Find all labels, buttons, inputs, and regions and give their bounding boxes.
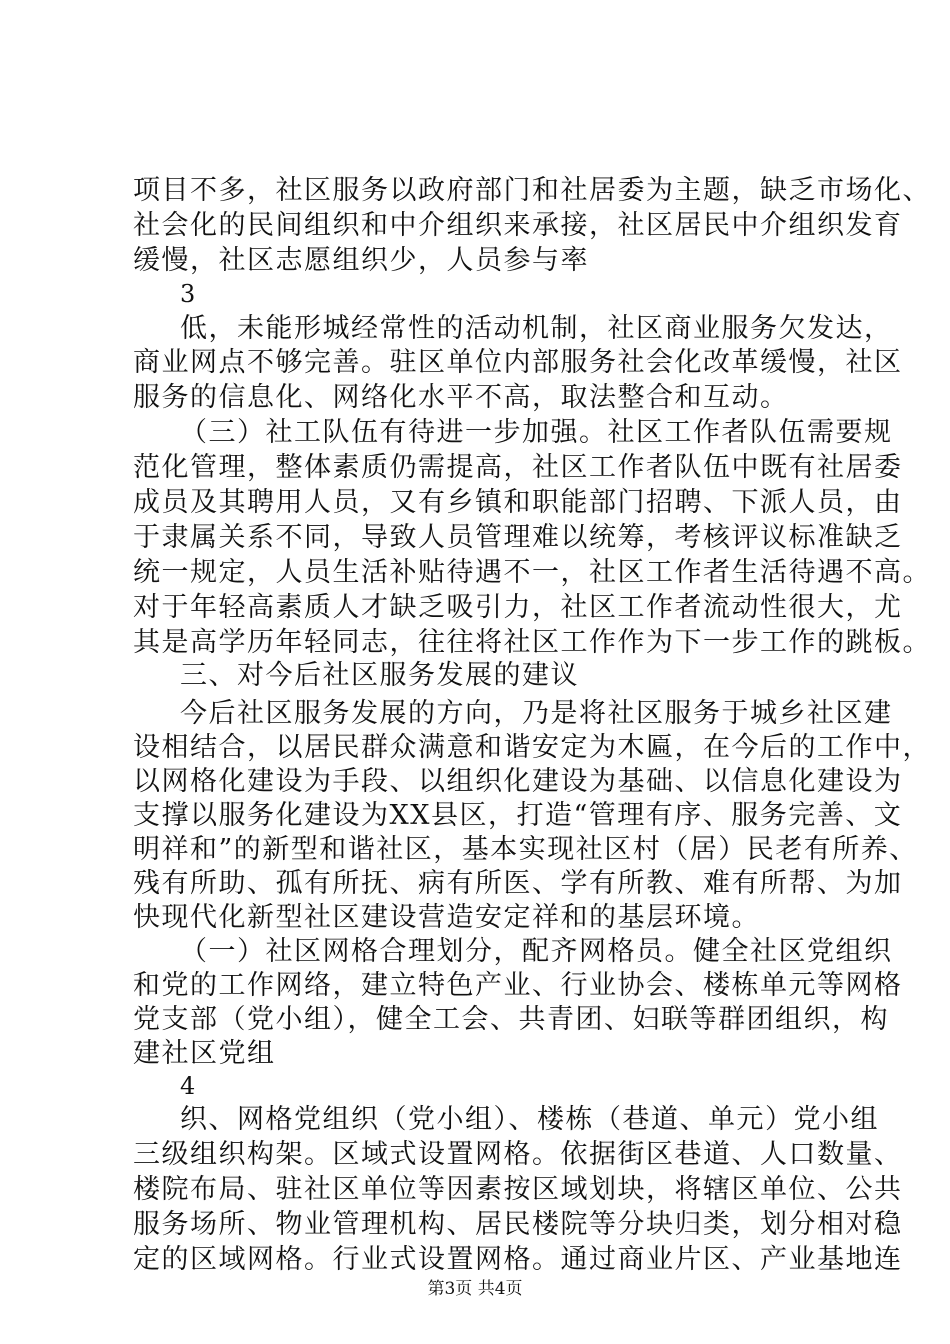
section-heading: 三、对今后社区服务发展的建议: [180, 660, 579, 691]
body-line: 快现代化新型社区建设营造安定祥和的基层环境。: [133, 902, 760, 933]
body-line: 以网格化建设为手段、以组织化建设为基础、以信息化建设为: [133, 766, 903, 797]
body-line: 楼院布局、驻社区单位等因素按区域划块，将辖区单位、公共: [133, 1174, 903, 1205]
page-marker: 4: [180, 1072, 196, 1100]
body-line: 低，未能形城经常性的活动机制，社区商业服务欠发达，: [180, 313, 893, 344]
body-line: 党支部（党小组），健全工会、共青团、妇联等群团组织，构: [133, 1004, 889, 1035]
body-line: 范化管理，整体素质仍需提高，社区工作者队伍中既有社居委: [133, 452, 903, 483]
body-line: 缓慢，社区志愿组织少，人员参与率: [133, 245, 589, 276]
body-line: 统一规定，人员生活补贴待遇不一，社区工作者生活待遇不高。: [133, 557, 931, 588]
page-marker: 3: [180, 280, 196, 308]
body-line: 织、网格党组织（党小组）、楼栋（巷道、单元）党小组: [180, 1104, 879, 1135]
body-line: 三级组织构架。区域式设置网格。依据街区巷道、人口数量、: [133, 1139, 903, 1170]
body-line: 社会化的民间组织和中介组织来承接，社区居民中介组织发育: [133, 210, 903, 241]
body-line: 成员及其聘用人员，又有乡镇和职能部门招聘、下派人员，由: [133, 487, 903, 518]
body-line: 今后社区服务发展的方向，乃是将社区服务于城乡社区建: [180, 698, 893, 729]
body-line: 服务场所、物业管理机构、居民楼院等分块归类，划分相对稳: [133, 1209, 903, 1240]
body-line: 对于年轻高素质人才缺乏吸引力，社区工作者流动性很大，尤: [133, 592, 903, 623]
body-line: 于隶属关系不同，导致人员管理难以统筹，考核评议标准缺乏: [133, 522, 903, 553]
body-line: 和党的工作网络，建立特色产业、行业协会、楼栋单元等网格: [133, 970, 903, 1001]
body-line: 其是高学历年轻同志，往往将社区工作作为下一步工作的跳板。: [133, 627, 931, 658]
body-line: 服务的信息化、网络化水平不高，取法整合和互动。: [133, 382, 789, 413]
body-line: 建社区党组: [133, 1038, 276, 1069]
section-heading-3: （三）社工队伍有待进一步加强。社区工作者队伍需要规: [180, 417, 893, 448]
page-footer: 第3页 共4页: [427, 1279, 523, 1299]
body-line: 支撑以服务化建设为XX县区，打造“管理有序、服务完善、文: [133, 800, 903, 831]
body-line: 项目不多，社区服务以政府部门和社居委为主题，缺乏市场化、: [133, 175, 931, 206]
body-line: 定的区域网格。行业式设置网格。通过商业片区、产业基地连: [133, 1244, 903, 1275]
body-line: 明祥和”的新型和谐社区，基本实现社区村（居）民老有所养、: [133, 834, 918, 865]
body-line: 设相结合，以居民群众满意和谐安定为木匾，在今后的工作中，: [133, 732, 931, 763]
body-line: 商业网点不够完善。驻区单位内部服务社会化改革缓慢，社区: [133, 347, 903, 378]
section-heading-1: （一）社区网格合理划分，配齐网格员。健全社区党组织: [180, 936, 893, 967]
body-line: 残有所助、孤有所抚、病有所医、学有所教、难有所帮、为加: [133, 868, 903, 899]
